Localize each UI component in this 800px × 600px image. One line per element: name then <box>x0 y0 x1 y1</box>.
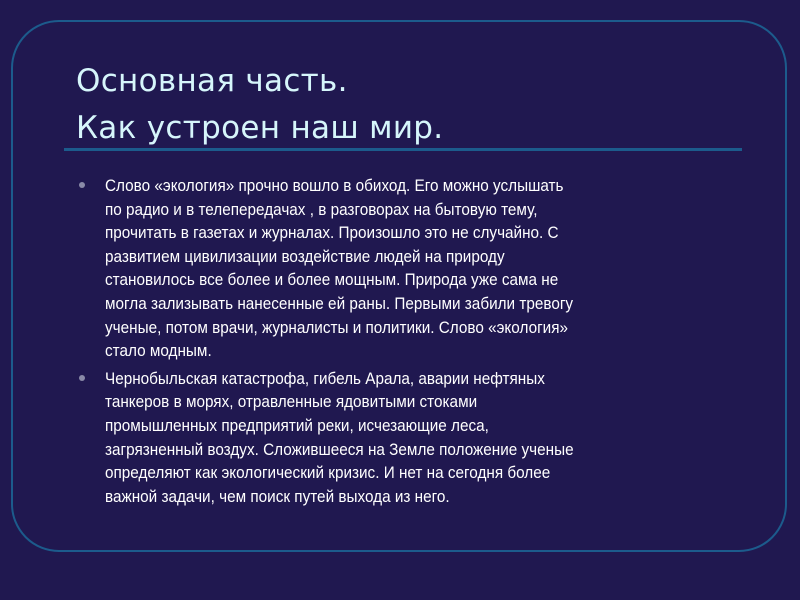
bullet-text-line: Чернобыльская катастрофа, гибель Арала, аварии нефтяных <box>105 368 545 388</box>
bullet-text-line: определяют как экологический кризис. И нет на сегодня более <box>105 463 551 483</box>
bullet-item <box>0 367 800 509</box>
bullet-text-line: стало модным. <box>105 341 212 361</box>
bullet-text-line: промышленных предприятий реки, исчезающие леса, <box>105 415 489 435</box>
title-line: Основная часть. <box>76 63 348 99</box>
bullet-text-line: прочитать в газетах и журналах. Произошло это не случайно. С <box>105 223 559 243</box>
bullet-text-line: становилось все более и более мощным. Природа уже сама не <box>105 270 559 290</box>
bullet-item <box>0 174 800 363</box>
bullet-text-line: развитием цивилизации воздействие людей на природу <box>105 246 505 266</box>
bullet-text-line: загрязненный воздух. Сложившееся на Земле положение ученые <box>105 439 574 459</box>
bullet-dot-icon <box>79 375 85 381</box>
bullet-dot-icon <box>79 182 85 188</box>
slide-title <box>76 58 443 152</box>
slide-body <box>0 174 800 512</box>
bullet-text-line: по радио и в телепередачах , в разговорах на бытовую тему, <box>105 199 538 219</box>
bullet-text-line: ученые, потом врачи, журналисты и политики. Слово «экология» <box>105 317 569 337</box>
title-divider <box>64 148 742 151</box>
bullet-text-line: танкеров в морях, отравленные ядовитыми стоками <box>105 392 478 412</box>
bullet-text-line: Слово «экология» прочно вошло в обиход. Его можно услышать <box>105 176 564 195</box>
title-line: Как устроен наш мир. <box>76 110 444 146</box>
bullet-text-line: важной задачи, чем поиск путей выхода из него. <box>105 486 450 506</box>
bullet-text-line: могла зализывать нанесенные ей раны. Первыми забили тревогу <box>105 293 574 313</box>
